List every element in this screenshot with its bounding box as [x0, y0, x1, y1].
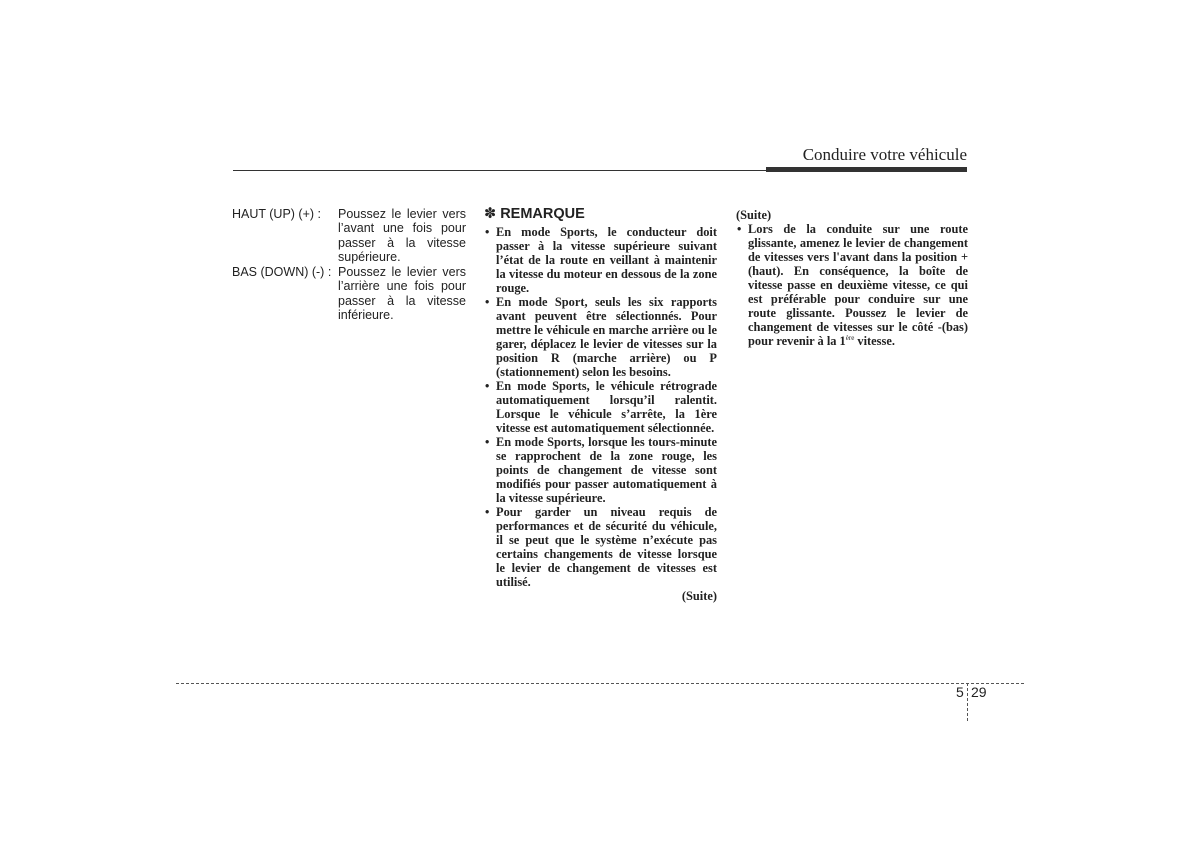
shift-mode-description: Poussez le levier vers l’avant une fois pour passer à la vitesse supérieure.: [338, 207, 466, 264]
note-item: • En mode Sports, le véhicule rétrograde automatiquement lorsqu’il ralentit. Lorsque le véhicule s’arrête, la 1ère vitesse est automatiquement sélectionnée.: [484, 379, 717, 435]
note-continued-label: (Suite): [681, 589, 717, 603]
note-item: • En mode Sport, seuls les six rapports avant peuvent être sélectionnés. Pour mettre le véhicule en marche arrière ou le garer, déplacez le levier de vitesses sur la position R (marche arrière) ou P (stationnement) selon les besoins.: [484, 295, 717, 379]
footer-rule: [176, 683, 1024, 684]
note-item: • Pour garder un niveau requis de performances et de sécurité du véhicule, il se peut que le système n’exécute pas certains changements de vitesse lorsque le levier de changement de vitesses est utilisé.: [484, 505, 717, 589]
note-item: • En mode Sports, le conducteur doit passer à la vitesse supérieure suivant l’état de la route en veillant à maintenir la vitesse du moteur en dessous de la zone rouge.: [484, 225, 717, 295]
header-rule-accent: [766, 167, 967, 172]
note-asterisk-icon: ✽: [484, 206, 497, 222]
section-number: 5: [956, 684, 964, 700]
note-list: [484, 225, 717, 589]
page-number: 29: [971, 684, 987, 700]
continuation-list: [736, 222, 968, 348]
footer-divider: [967, 683, 968, 721]
ordinal-superscript: ère: [845, 334, 855, 342]
shift-mode-column: [232, 207, 466, 323]
note-item: • En mode Sports, lorsque les tours-minute se rapprochent de la zone rouge, les points de changement de vitesse sont modifiés pour passer automatiquement à la vitesse supérieure.: [484, 435, 717, 505]
shift-mode-term: HAUT (UP) (+) :: [232, 207, 322, 221]
continuation-item: • Lors de la conduite sur une route glissante, amenez le levier de changement de vitesses vers l'avant dans la position +(haut). En conséquence, la boîte de vitesse passe en deuxième vitesse, ce qui est préférable pour conduire sur une route glissante. Poussez le levier de changement de vitesses sur le côté -(bas) pour revenir à la 1ère vitesse.: [736, 222, 968, 348]
note-heading-text: REMARQUE: [500, 206, 585, 222]
note-continuation: [736, 208, 968, 348]
shift-mode-down: [232, 265, 466, 322]
note-heading: [484, 206, 717, 223]
note-box: [484, 206, 717, 603]
shift-mode-term: BAS (DOWN) (-) :: [232, 265, 332, 280]
shift-mode-description: Poussez le levier vers l’arrière une fois pour passer à la vitesse inférieure.: [338, 265, 466, 323]
shift-mode-up: [232, 207, 466, 264]
continuation-label: (Suite): [736, 208, 772, 222]
page-header-title: Conduire votre véhicule: [802, 145, 967, 164]
